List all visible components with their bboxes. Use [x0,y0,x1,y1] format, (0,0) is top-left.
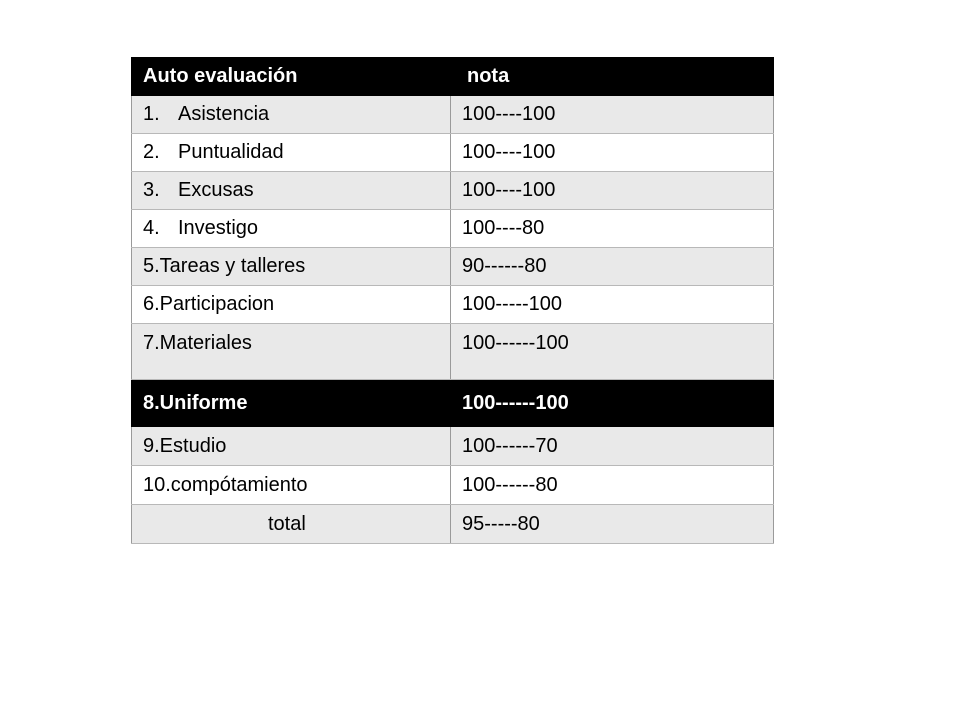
item-label: Investigo [178,217,259,239]
total-label-cell [132,505,451,544]
item-label: Excusas [178,179,254,201]
item-cell [132,210,451,248]
self-evaluation-table [131,57,774,544]
item-label: 9.Estudio [132,427,451,466]
table-header-row [132,57,774,96]
grade-cell: 100------100 [451,380,774,427]
total-grade: 95-----80 [451,505,774,544]
grade-cell: 100----100 [451,96,774,134]
item-label: 8.Uniforme [132,380,451,427]
table-row [132,172,774,210]
item-label: 6.Participacion [132,286,451,324]
item-label: 5.Tareas y talleres [132,248,451,286]
header-item: Auto evaluación [132,57,451,96]
total-row [132,505,774,544]
grade-cell: 100------70 [451,427,774,466]
item-number: 4. [143,217,160,239]
table-row [132,324,774,380]
item-cell [132,96,451,134]
item-cell [132,172,451,210]
table-row [132,96,774,134]
grade-cell: 100----80 [451,210,774,248]
table-row [132,210,774,248]
total-label: total [268,512,306,535]
table-row [132,248,774,286]
grade-cell: 100-----100 [451,286,774,324]
grade-cell: 100----100 [451,172,774,210]
table-row [132,466,774,505]
item-cell [132,134,451,172]
item-label: 7.Materiales [132,324,451,380]
header-grade: nota [451,57,774,96]
item-label: 10.compótamiento [132,466,451,505]
table-row [132,427,774,466]
item-label: Puntualidad [178,141,284,163]
grade-cell: 100----100 [451,134,774,172]
item-label: Asistencia [178,103,270,125]
item-number: 2. [143,141,160,163]
item-number: 3. [143,179,160,201]
grade-cell: 90------80 [451,248,774,286]
grade-cell: 100------80 [451,466,774,505]
table-row [132,286,774,324]
item-number: 1. [143,103,160,125]
table-row-highlighted [132,380,774,427]
table-row [132,134,774,172]
grade-cell: 100------100 [451,324,774,380]
